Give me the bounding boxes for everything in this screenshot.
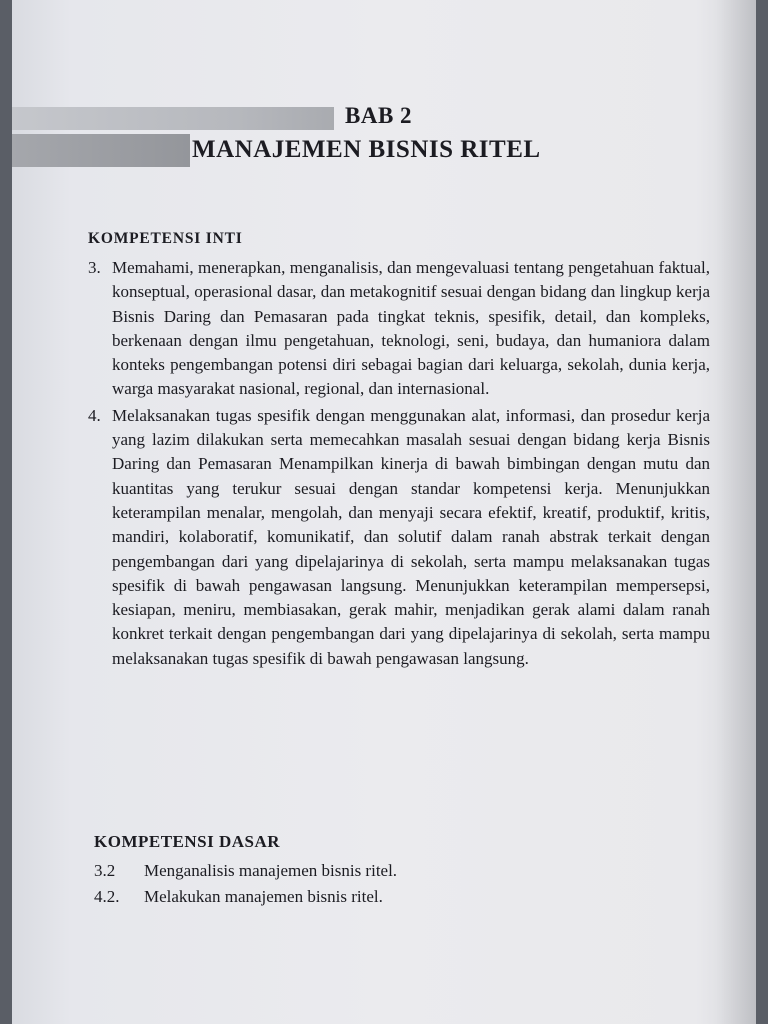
- item-text: Melaksanakan tugas spesifik dengan menggunakan alat, informasi, dan prosedur kerja yang lazim dilakukan serta memecahkan masalah sesuai dengan bidang kerja Bisnis Daring dan Pemasaran Menampilkan kinerja di bawah bimbingan dengan mutu dan kuantitas yang terukur sesuai dengan standar kompetensi kerja. Menunjukkan keterampilan menalar, mengolah, dan menyaji secara efektif, kreatif, produktif, kritis, mandiri, kolaboratif, komunikatif, dan solutif dalam ranah abstrak terkait dengan pengembangan dari yang dipelajarinya di sekolah, serta mampu melaksanakan tugas spesifik di bawah pengawasan langsung. Menunjukkan keterampilan mempersepsi, kesiapan, meniru, membiasakan, gerak mahir, menjadikan gerak alami dalam ranah konkret terkait dengan pengembangan dari yang dipelajarinya di sekolah, serta mampu melaksanakan tugas spesifik di bawah pengawasan langsung.: [112, 405, 710, 668]
- kompetensi-inti-list: [88, 256, 710, 671]
- item-number: 3.: [88, 258, 101, 277]
- decorative-band-bottom: [12, 134, 190, 167]
- item-number: 3.2: [94, 861, 116, 880]
- decorative-band-top: [12, 107, 334, 130]
- item-text: Melakukan manajemen bisnis ritel.: [144, 887, 383, 906]
- list-item: [94, 858, 397, 884]
- item-text: Menganalisis manajemen bisnis ritel.: [144, 861, 398, 880]
- item-number: 4.: [88, 405, 101, 425]
- list-item: [94, 884, 397, 910]
- book-page: [12, 0, 756, 1024]
- list-item: [88, 404, 710, 671]
- kompetensi-inti-heading: KOMPETENSI INTI: [88, 230, 243, 247]
- item-number: 4.2.: [94, 887, 120, 906]
- page-edge-shadow: [716, 0, 756, 1024]
- chapter-number: BAB 2: [345, 103, 413, 128]
- kompetensi-dasar-list: [94, 858, 397, 910]
- chapter-title: MANAJEMEN BISNIS RITEL: [192, 136, 541, 163]
- kompetensi-dasar-heading: KOMPETENSI DASAR: [94, 832, 281, 851]
- item-text: Memahami, menerapkan, menganalisis, dan mengevaluasi tentang pengetahuan faktual, konseptual, operasional dasar, dan metakognitif sesuai dengan bidang dan lingkup kerja Bisnis Daring dan Pemasaran pada tingkat teknis, spesifik, detail, dan kompleks, berkenaan dengan ilmu pengetahuan, teknologi, seni, budaya, dan humaniora dalam konteks pengembangan potensi diri sebagai bagian dari keluarga, sekolah, dunia kerja, warga masyarakat nasional, regional, dan internasional.: [112, 258, 710, 399]
- list-item: [88, 256, 710, 402]
